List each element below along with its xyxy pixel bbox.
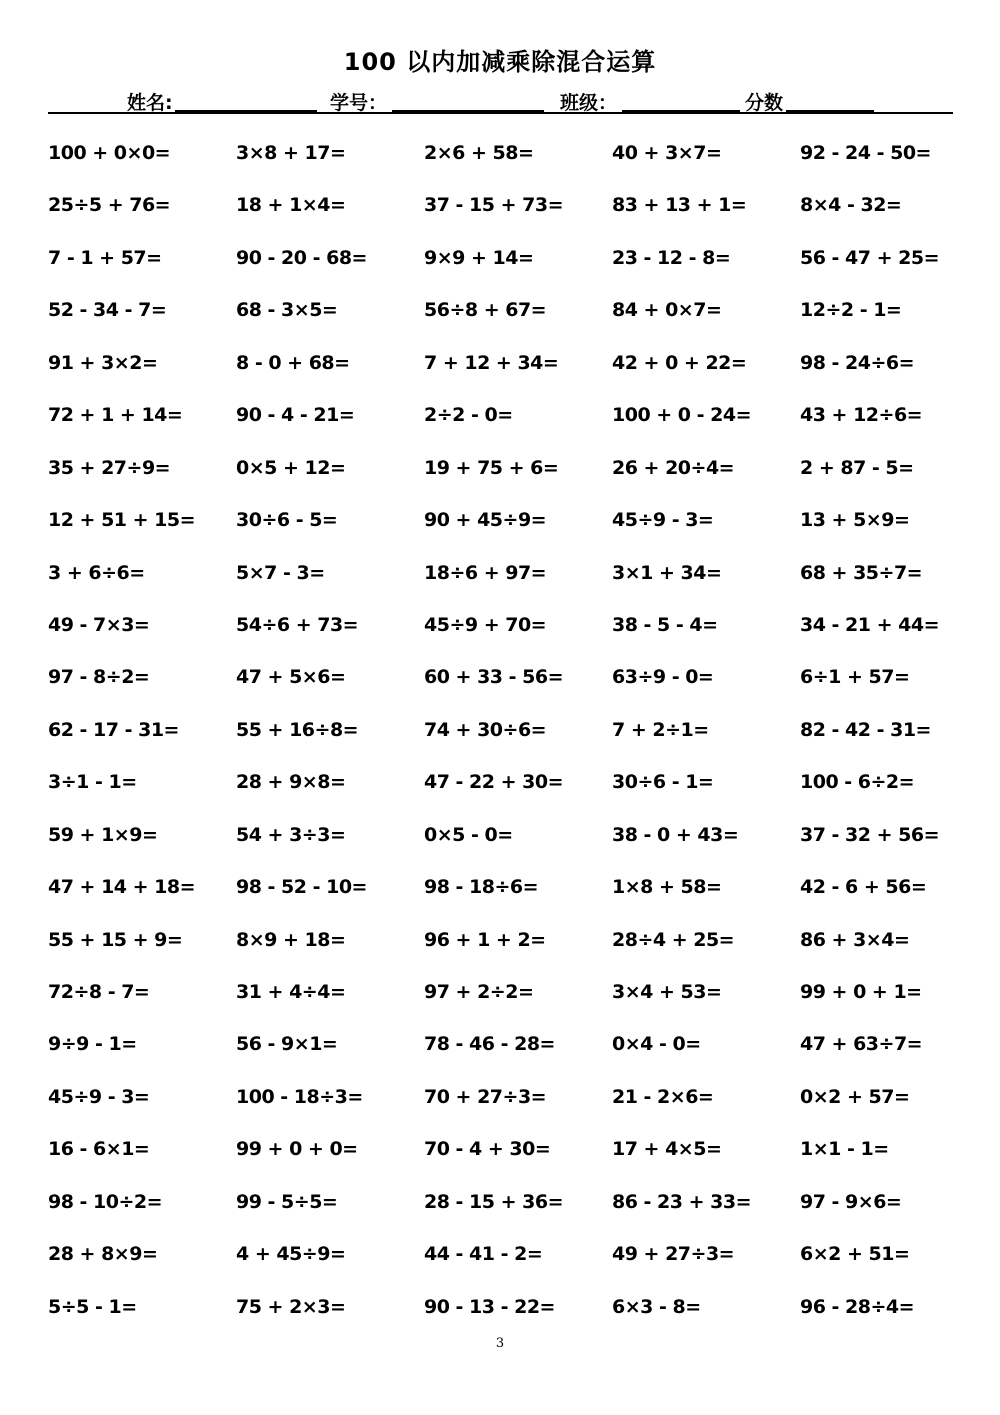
- math-problem: 45÷9 + 70=: [424, 613, 547, 636]
- class-label: 班级：: [560, 92, 618, 114]
- math-problem: 30÷6 - 1=: [612, 771, 714, 794]
- math-problem: 18 + 1×4=: [236, 194, 346, 217]
- math-problem: 54÷6 + 73=: [236, 613, 359, 636]
- math-problem: 43 + 12÷6=: [800, 404, 923, 427]
- math-problem: 25÷5 + 76=: [48, 194, 171, 217]
- math-problem: 47 - 22 + 30=: [424, 771, 564, 794]
- math-problem: 97 + 2÷2=: [424, 981, 534, 1003]
- math-problem: 8×4 - 32=: [800, 194, 902, 217]
- math-problem: 47 + 14 + 18=: [48, 876, 196, 899]
- math-problem: 4 + 45÷9=: [236, 1243, 346, 1266]
- math-problem: 90 + 45÷9=: [424, 509, 547, 532]
- page-title: 100 以内加减乘除混合运算: [343, 48, 657, 76]
- math-problem: 19 + 75 + 6=: [424, 456, 559, 479]
- math-problem: 0×5 - 0=: [424, 823, 513, 846]
- math-problem: 74 + 30÷6=: [424, 718, 547, 741]
- math-problem: 1×1 - 1=: [800, 1138, 889, 1161]
- math-problem: 72÷8 - 7=: [48, 981, 150, 1003]
- math-problem: 0×2 + 57=: [800, 1085, 910, 1108]
- score-blank[interactable]: [786, 110, 874, 112]
- math-problem: 9÷9 - 1=: [48, 1033, 137, 1056]
- math-problem: 100 + 0×0=: [48, 142, 171, 164]
- math-problem: 90 - 4 - 21=: [236, 404, 355, 427]
- math-problem: 7 - 1 + 57=: [48, 246, 162, 269]
- math-problem: 37 - 15 + 73=: [424, 194, 564, 217]
- math-problem: 6÷1 + 57=: [800, 666, 910, 689]
- math-problem: 68 - 3×5=: [236, 299, 338, 322]
- name-label: 姓名:: [127, 92, 173, 114]
- math-problem: 98 - 10÷2=: [48, 1190, 163, 1213]
- math-problem: 98 - 24÷6=: [800, 351, 915, 374]
- math-problem: 3×8 + 17=: [236, 142, 346, 164]
- math-problem: 3 + 6÷6=: [48, 561, 145, 584]
- math-problem: 17 + 4×5=: [612, 1138, 722, 1161]
- score-label: 分数: [745, 92, 784, 114]
- math-problem: 6×2 + 51=: [800, 1243, 910, 1266]
- math-problem: 97 - 9×6=: [800, 1190, 902, 1213]
- math-problem: 100 - 18÷3=: [236, 1085, 363, 1108]
- math-problem: 56 - 9×1=: [236, 1033, 338, 1056]
- math-problem: 2×6 + 58=: [424, 142, 534, 164]
- name-blank[interactable]: [175, 110, 317, 112]
- math-problem: 56 - 47 + 25=: [800, 246, 940, 269]
- math-problem: 75 + 2×3=: [236, 1295, 346, 1318]
- student-id-label: 学号：: [330, 92, 388, 114]
- math-problem: 44 - 41 - 2=: [424, 1243, 543, 1266]
- math-problem: 60 + 33 - 56=: [424, 666, 564, 689]
- math-problem: 42 + 0 + 22=: [612, 351, 747, 374]
- math-problem: 5×7 - 3=: [236, 561, 325, 584]
- math-problem: 5÷5 - 1=: [48, 1295, 137, 1318]
- math-problem: 55 + 16÷8=: [236, 718, 359, 741]
- math-problem: 86 + 3×4=: [800, 928, 910, 951]
- math-problem: 34 - 21 + 44=: [800, 613, 940, 636]
- math-problem: 3×4 + 53=: [612, 981, 722, 1003]
- math-problem: 7 + 2÷1=: [612, 718, 709, 741]
- header-underline: [48, 112, 953, 114]
- math-problem: 23 - 12 - 8=: [612, 246, 731, 269]
- math-problem: 56÷8 + 67=: [424, 299, 547, 322]
- math-problem: 96 - 28÷4=: [800, 1295, 915, 1318]
- math-problem: 28 + 9×8=: [236, 771, 346, 794]
- math-problem: 70 + 27÷3=: [424, 1085, 547, 1108]
- math-problem: 99 + 0 + 1=: [800, 981, 922, 1003]
- math-problem: 26 + 20÷4=: [612, 456, 735, 479]
- math-problem: 45÷9 - 3=: [612, 509, 714, 532]
- math-problem: 68 + 35÷7=: [800, 561, 923, 584]
- math-problem: 54 + 3÷3=: [236, 823, 346, 846]
- math-problem: 2 + 87 - 5=: [800, 456, 914, 479]
- math-problem: 97 - 8÷2=: [48, 666, 150, 689]
- math-problem: 7 + 12 + 34=: [424, 351, 559, 374]
- math-problem: 49 - 7×3=: [48, 613, 150, 636]
- math-problem: 52 - 34 - 7=: [48, 299, 167, 322]
- math-problem: 3×1 + 34=: [612, 561, 722, 584]
- math-problem: 42 - 6 + 56=: [800, 876, 927, 899]
- math-problem: 12 + 51 + 15=: [48, 509, 196, 532]
- math-problem: 0×5 + 12=: [236, 456, 346, 479]
- math-problem: 100 - 6÷2=: [800, 771, 915, 794]
- math-problem: 40 + 3×7=: [612, 142, 722, 164]
- page-number: 3: [495, 1336, 505, 1351]
- math-problem: 6×3 - 8=: [612, 1295, 701, 1318]
- problem-grid: [48, 136, 988, 1342]
- math-problem: 72 + 1 + 14=: [48, 404, 183, 427]
- math-problem: 45÷9 - 3=: [48, 1085, 150, 1108]
- class-blank[interactable]: [622, 110, 740, 112]
- math-problem: 70 - 4 + 30=: [424, 1138, 551, 1161]
- math-problem: 99 - 5÷5=: [236, 1190, 338, 1213]
- math-problem: 47 + 5×6=: [236, 666, 346, 689]
- math-problem: 47 + 63÷7=: [800, 1033, 923, 1056]
- math-problem: 90 - 13 - 22=: [424, 1295, 555, 1318]
- math-problem: 30÷6 - 5=: [236, 509, 338, 532]
- math-problem: 86 - 23 + 33=: [612, 1190, 752, 1213]
- math-problem: 98 - 52 - 10=: [236, 876, 367, 899]
- math-problem: 63÷9 - 0=: [612, 666, 714, 689]
- math-problem: 28 + 8×9=: [48, 1243, 158, 1266]
- math-problem: 38 - 0 + 43=: [612, 823, 739, 846]
- math-problem: 0×4 - 0=: [612, 1033, 701, 1056]
- math-problem: 49 + 27÷3=: [612, 1243, 735, 1266]
- math-problem: 84 + 0×7=: [612, 299, 722, 322]
- math-problem: 16 - 6×1=: [48, 1138, 150, 1161]
- math-problem: 13 + 5×9=: [800, 509, 910, 532]
- math-problem: 92 - 24 - 50=: [800, 142, 931, 164]
- math-problem: 2÷2 - 0=: [424, 404, 513, 427]
- math-problem: 100 + 0 - 24=: [612, 404, 752, 427]
- math-problem: 99 + 0 + 0=: [236, 1138, 358, 1161]
- math-problem: 21 - 2×6=: [612, 1085, 714, 1108]
- math-problem: 96 + 1 + 2=: [424, 928, 546, 951]
- math-problem: 8 - 0 + 68=: [236, 351, 350, 374]
- math-problem: 1×8 + 58=: [612, 876, 722, 899]
- student-id-blank[interactable]: [392, 110, 544, 112]
- math-problem: 98 - 18÷6=: [424, 876, 539, 899]
- math-problem: 83 + 13 + 1=: [612, 194, 747, 217]
- math-problem: 12÷2 - 1=: [800, 299, 902, 322]
- math-problem: 78 - 46 - 28=: [424, 1033, 555, 1056]
- math-problem: 18÷6 + 97=: [424, 561, 547, 584]
- math-problem: 31 + 4÷4=: [236, 981, 346, 1003]
- math-problem: 38 - 5 - 4=: [612, 613, 718, 636]
- math-problem: 62 - 17 - 31=: [48, 718, 179, 741]
- math-problem: 8×9 + 18=: [236, 928, 346, 951]
- math-problem: 3÷1 - 1=: [48, 771, 137, 794]
- math-problem: 90 - 20 - 68=: [236, 246, 367, 269]
- math-problem: 37 - 32 + 56=: [800, 823, 940, 846]
- math-problem: 91 + 3×2=: [48, 351, 158, 374]
- math-problem: 35 + 27÷9=: [48, 456, 171, 479]
- math-problem: 55 + 15 + 9=: [48, 928, 183, 951]
- math-problem: 28 - 15 + 36=: [424, 1190, 564, 1213]
- math-problem: 9×9 + 14=: [424, 246, 534, 269]
- math-problem: 28÷4 + 25=: [612, 928, 735, 951]
- math-problem: 59 + 1×9=: [48, 823, 158, 846]
- math-problem: 82 - 42 - 31=: [800, 718, 931, 741]
